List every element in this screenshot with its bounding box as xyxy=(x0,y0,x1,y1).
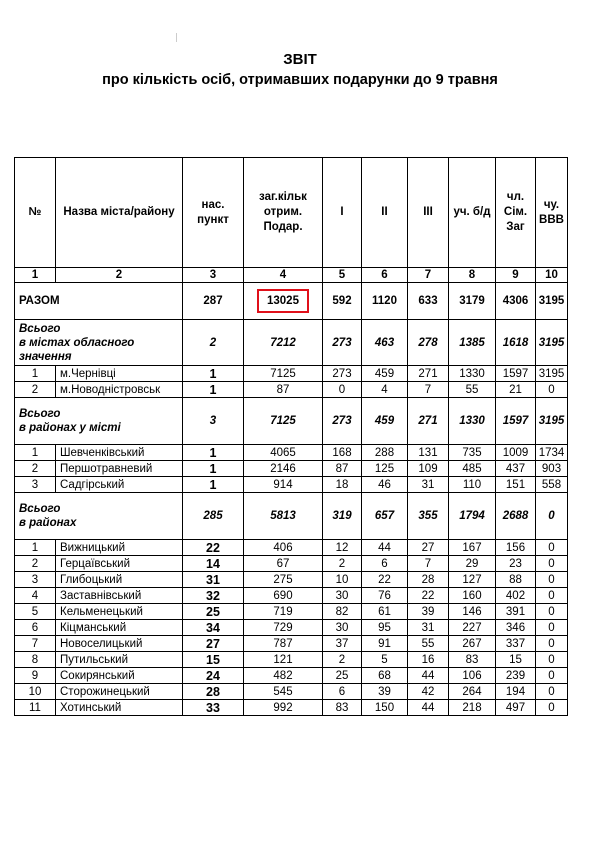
row-number-cell: 1 xyxy=(15,540,56,556)
row-value-cell: 346 xyxy=(496,620,536,636)
row-value-cell: 28 xyxy=(408,572,449,588)
row-value-cell: 29 xyxy=(449,556,496,572)
row-value-cell: 4065 xyxy=(244,445,323,461)
row-value-cell: 109 xyxy=(408,461,449,477)
group-label-line: в районах xyxy=(19,517,77,529)
row-value-cell: 25 xyxy=(323,668,362,684)
row-value-cell: 106 xyxy=(449,668,496,684)
row-value-cell: 22 xyxy=(362,572,408,588)
row-value-cell: 3195 xyxy=(536,366,568,382)
column-number-cell: 6 xyxy=(362,268,408,283)
row-value-cell: 5 xyxy=(362,652,408,668)
row-value-cell: 0 xyxy=(323,382,362,398)
row-value-cell: 156 xyxy=(496,540,536,556)
row-number-cell: 8 xyxy=(15,652,56,668)
header-cell: нас. пункт xyxy=(183,158,244,268)
row-value-cell: 1 xyxy=(183,445,244,461)
row-name-cell: Шевченківський xyxy=(56,445,183,461)
group-value-cell: 273 xyxy=(323,320,362,366)
row-value-cell: 264 xyxy=(449,684,496,700)
column-number-cell: 1 xyxy=(15,268,56,283)
row-value-cell: 42 xyxy=(408,684,449,700)
group-value-cell: 3 xyxy=(183,398,244,445)
group-value-cell: 657 xyxy=(362,493,408,540)
table-row xyxy=(15,604,568,620)
group-value-cell: 2688 xyxy=(496,493,536,540)
table-row xyxy=(15,700,568,716)
row-value-cell: 55 xyxy=(449,382,496,398)
row-value-cell: 160 xyxy=(449,588,496,604)
group-value-cell: 1618 xyxy=(496,320,536,366)
group-value-cell: 278 xyxy=(408,320,449,366)
group-label xyxy=(15,320,183,366)
row-number-cell: 5 xyxy=(15,604,56,620)
row-value-cell: 402 xyxy=(496,588,536,604)
group-label-line: Всього xyxy=(19,322,61,335)
row-name-cell: м.Новодністровськ xyxy=(56,382,183,398)
row-value-cell: 31 xyxy=(408,620,449,636)
table-row xyxy=(15,572,568,588)
column-number-row xyxy=(15,268,568,283)
row-value-cell: 482 xyxy=(244,668,323,684)
row-value-cell: 15 xyxy=(183,652,244,668)
row-value-cell: 44 xyxy=(408,668,449,684)
row-name-cell: Путильський xyxy=(56,652,183,668)
group-summary-row xyxy=(15,398,568,445)
row-value-cell: 194 xyxy=(496,684,536,700)
row-value-cell: 273 xyxy=(323,366,362,382)
column-number-cell: 7 xyxy=(408,268,449,283)
row-number-cell: 9 xyxy=(15,668,56,684)
scan-mark xyxy=(176,33,177,42)
row-value-cell: 7 xyxy=(408,556,449,572)
row-value-cell: 16 xyxy=(408,652,449,668)
group-value-cell: 0 xyxy=(536,493,568,540)
row-number-cell: 2 xyxy=(15,382,56,398)
row-number-cell: 4 xyxy=(15,588,56,604)
row-value-cell: 22 xyxy=(183,540,244,556)
row-value-cell: 150 xyxy=(362,700,408,716)
row-value-cell: 992 xyxy=(244,700,323,716)
header-cell: III xyxy=(408,158,449,268)
row-value-cell: 391 xyxy=(496,604,536,620)
row-value-cell: 151 xyxy=(496,477,536,493)
header-cell: чу. ВВВ xyxy=(536,158,568,268)
group-value-cell: 7212 xyxy=(244,320,323,366)
total-cell: 633 xyxy=(408,283,449,320)
row-value-cell: 0 xyxy=(536,604,568,620)
report-table xyxy=(14,157,568,716)
row-value-cell: 485 xyxy=(449,461,496,477)
row-value-cell: 39 xyxy=(362,684,408,700)
row-value-cell: 61 xyxy=(362,604,408,620)
row-value-cell: 719 xyxy=(244,604,323,620)
row-value-cell: 558 xyxy=(536,477,568,493)
row-value-cell: 127 xyxy=(449,572,496,588)
column-number-cell: 5 xyxy=(323,268,362,283)
row-name-cell: Новоселицький xyxy=(56,636,183,652)
row-value-cell: 1 xyxy=(183,382,244,398)
row-value-cell: 239 xyxy=(496,668,536,684)
row-value-cell: 1330 xyxy=(449,366,496,382)
row-value-cell: 14 xyxy=(183,556,244,572)
row-name-cell: Першотравневий xyxy=(56,461,183,477)
group-value-cell: 319 xyxy=(323,493,362,540)
row-value-cell: 1734 xyxy=(536,445,568,461)
total-cell: 592 xyxy=(323,283,362,320)
group-value-cell: 3195 xyxy=(536,398,568,445)
highlighted-total-value: 13025 xyxy=(257,289,309,313)
group-value-cell: 463 xyxy=(362,320,408,366)
row-value-cell: 21 xyxy=(496,382,536,398)
group-value-cell: 1385 xyxy=(449,320,496,366)
row-value-cell: 7 xyxy=(408,382,449,398)
row-value-cell: 44 xyxy=(362,540,408,556)
row-value-cell: 903 xyxy=(536,461,568,477)
report-title: ЗВІТ xyxy=(283,51,317,68)
row-value-cell: 227 xyxy=(449,620,496,636)
group-label-line: значення xyxy=(19,350,72,363)
total-label: РАЗОМ xyxy=(15,283,183,320)
row-number-cell: 7 xyxy=(15,636,56,652)
column-number-cell: 9 xyxy=(496,268,536,283)
row-value-cell: 729 xyxy=(244,620,323,636)
total-row xyxy=(15,283,568,320)
row-value-cell: 39 xyxy=(408,604,449,620)
row-name-cell: Герцаївський xyxy=(56,556,183,572)
column-number-cell: 8 xyxy=(449,268,496,283)
row-value-cell: 146 xyxy=(449,604,496,620)
row-name-cell: Глибоцький xyxy=(56,572,183,588)
row-value-cell: 30 xyxy=(323,588,362,604)
row-value-cell: 95 xyxy=(362,620,408,636)
row-value-cell: 27 xyxy=(183,636,244,652)
row-value-cell: 91 xyxy=(362,636,408,652)
row-number-cell: 1 xyxy=(15,366,56,382)
table-row xyxy=(15,366,568,382)
group-summary-row xyxy=(15,493,568,540)
row-value-cell: 218 xyxy=(449,700,496,716)
table-row xyxy=(15,382,568,398)
group-label-line: в районах у місті xyxy=(19,422,121,434)
row-number-cell: 3 xyxy=(15,572,56,588)
group-label xyxy=(15,493,183,540)
table-row xyxy=(15,636,568,652)
total-recipients-cell xyxy=(244,283,323,320)
row-value-cell: 83 xyxy=(449,652,496,668)
row-value-cell: 28 xyxy=(183,684,244,700)
column-number-cell: 3 xyxy=(183,268,244,283)
total-cell: 3179 xyxy=(449,283,496,320)
row-value-cell: 0 xyxy=(536,540,568,556)
group-value-cell: 1794 xyxy=(449,493,496,540)
row-name-cell: Садгірський xyxy=(56,477,183,493)
row-value-cell: 125 xyxy=(362,461,408,477)
row-value-cell: 33 xyxy=(183,700,244,716)
row-value-cell: 23 xyxy=(496,556,536,572)
row-value-cell: 167 xyxy=(449,540,496,556)
row-value-cell: 497 xyxy=(496,700,536,716)
row-value-cell: 2 xyxy=(323,556,362,572)
row-value-cell: 30 xyxy=(323,620,362,636)
row-value-cell: 914 xyxy=(244,477,323,493)
row-value-cell: 168 xyxy=(323,445,362,461)
group-value-cell: 5813 xyxy=(244,493,323,540)
row-name-cell: м.Чернівці xyxy=(56,366,183,382)
total-cell: 287 xyxy=(183,283,244,320)
row-value-cell: 1009 xyxy=(496,445,536,461)
table-row xyxy=(15,684,568,700)
row-number-cell: 11 xyxy=(15,700,56,716)
group-value-cell: 7125 xyxy=(244,398,323,445)
column-number-cell: 4 xyxy=(244,268,323,283)
row-value-cell: 735 xyxy=(449,445,496,461)
group-value-cell: 355 xyxy=(408,493,449,540)
table-row xyxy=(15,668,568,684)
row-value-cell: 131 xyxy=(408,445,449,461)
total-cell: 4306 xyxy=(496,283,536,320)
group-label-line: Всього xyxy=(19,503,61,515)
row-number-cell: 2 xyxy=(15,556,56,572)
row-value-cell: 2146 xyxy=(244,461,323,477)
table-row xyxy=(15,556,568,572)
header-cell: уч. б/д xyxy=(449,158,496,268)
header-cell: заг.кільк отрим. Подар. xyxy=(244,158,323,268)
row-value-cell: 787 xyxy=(244,636,323,652)
row-value-cell: 32 xyxy=(183,588,244,604)
row-value-cell: 12 xyxy=(323,540,362,556)
row-value-cell: 0 xyxy=(536,620,568,636)
group-value-cell: 2 xyxy=(183,320,244,366)
row-value-cell: 0 xyxy=(536,684,568,700)
row-value-cell: 1597 xyxy=(496,366,536,382)
row-value-cell: 459 xyxy=(362,366,408,382)
row-value-cell: 67 xyxy=(244,556,323,572)
table-row xyxy=(15,461,568,477)
header-cell: чл. Сім. Заг xyxy=(496,158,536,268)
row-value-cell: 88 xyxy=(496,572,536,588)
row-value-cell: 7125 xyxy=(244,366,323,382)
row-value-cell: 110 xyxy=(449,477,496,493)
row-name-cell: Вижницький xyxy=(56,540,183,556)
report-table-body xyxy=(15,158,568,716)
row-value-cell: 55 xyxy=(408,636,449,652)
row-value-cell: 82 xyxy=(323,604,362,620)
column-number-cell: 10 xyxy=(536,268,568,283)
row-value-cell: 6 xyxy=(323,684,362,700)
row-value-cell: 15 xyxy=(496,652,536,668)
row-value-cell: 690 xyxy=(244,588,323,604)
group-value-cell: 271 xyxy=(408,398,449,445)
table-row xyxy=(15,477,568,493)
header-cell: II xyxy=(362,158,408,268)
row-value-cell: 6 xyxy=(362,556,408,572)
row-value-cell: 25 xyxy=(183,604,244,620)
row-value-cell: 337 xyxy=(496,636,536,652)
table-row xyxy=(15,620,568,636)
row-value-cell: 83 xyxy=(323,700,362,716)
row-value-cell: 437 xyxy=(496,461,536,477)
table-row xyxy=(15,652,568,668)
row-value-cell: 275 xyxy=(244,572,323,588)
table-row xyxy=(15,588,568,604)
row-number-cell: 3 xyxy=(15,477,56,493)
row-value-cell: 0 xyxy=(536,636,568,652)
row-value-cell: 22 xyxy=(408,588,449,604)
row-number-cell: 10 xyxy=(15,684,56,700)
row-value-cell: 2 xyxy=(323,652,362,668)
row-value-cell: 0 xyxy=(536,700,568,716)
row-value-cell: 68 xyxy=(362,668,408,684)
table-row xyxy=(15,540,568,556)
row-value-cell: 24 xyxy=(183,668,244,684)
row-value-cell: 288 xyxy=(362,445,408,461)
row-number-cell: 1 xyxy=(15,445,56,461)
row-number-cell: 6 xyxy=(15,620,56,636)
row-value-cell: 406 xyxy=(244,540,323,556)
row-name-cell: Кельменецький xyxy=(56,604,183,620)
row-value-cell: 46 xyxy=(362,477,408,493)
row-value-cell: 34 xyxy=(183,620,244,636)
group-label-line: в містах обласного xyxy=(19,336,135,349)
header-row xyxy=(15,158,568,268)
row-value-cell: 0 xyxy=(536,382,568,398)
column-number-cell: 2 xyxy=(56,268,183,283)
row-value-cell: 87 xyxy=(244,382,323,398)
row-value-cell: 10 xyxy=(323,572,362,588)
row-value-cell: 121 xyxy=(244,652,323,668)
row-name-cell: Хотинський xyxy=(56,700,183,716)
row-value-cell: 27 xyxy=(408,540,449,556)
row-name-cell: Сторожинецький xyxy=(56,684,183,700)
row-value-cell: 4 xyxy=(362,382,408,398)
group-label-line: Всього xyxy=(19,408,61,420)
row-value-cell: 44 xyxy=(408,700,449,716)
row-value-cell: 0 xyxy=(536,556,568,572)
row-value-cell: 271 xyxy=(408,366,449,382)
row-value-cell: 1 xyxy=(183,366,244,382)
header-cell: Назва міста/району xyxy=(56,158,183,268)
row-name-cell: Заставнівський xyxy=(56,588,183,604)
header-cell: I xyxy=(323,158,362,268)
row-number-cell: 2 xyxy=(15,461,56,477)
group-value-cell: 1597 xyxy=(496,398,536,445)
row-value-cell: 0 xyxy=(536,572,568,588)
group-value-cell: 285 xyxy=(183,493,244,540)
table-row xyxy=(15,445,568,461)
row-value-cell: 31 xyxy=(408,477,449,493)
row-value-cell: 545 xyxy=(244,684,323,700)
row-name-cell: Кіцманський xyxy=(56,620,183,636)
group-value-cell: 273 xyxy=(323,398,362,445)
row-value-cell: 267 xyxy=(449,636,496,652)
group-value-cell: 3195 xyxy=(536,320,568,366)
total-cell: 3195 xyxy=(536,283,568,320)
header-cell: № xyxy=(15,158,56,268)
row-value-cell: 31 xyxy=(183,572,244,588)
row-name-cell: Сокирянський xyxy=(56,668,183,684)
row-value-cell: 0 xyxy=(536,588,568,604)
report-subtitle: про кількість осіб, отримавших подарунки до 9 травня xyxy=(102,72,498,88)
group-label xyxy=(15,398,183,445)
row-value-cell: 0 xyxy=(536,652,568,668)
row-value-cell: 37 xyxy=(323,636,362,652)
row-value-cell: 1 xyxy=(183,461,244,477)
row-value-cell: 1 xyxy=(183,477,244,493)
row-value-cell: 0 xyxy=(536,668,568,684)
group-summary-row xyxy=(15,320,568,366)
row-value-cell: 18 xyxy=(323,477,362,493)
row-value-cell: 76 xyxy=(362,588,408,604)
group-value-cell: 459 xyxy=(362,398,408,445)
total-cell: 1120 xyxy=(362,283,408,320)
group-value-cell: 1330 xyxy=(449,398,496,445)
row-value-cell: 87 xyxy=(323,461,362,477)
